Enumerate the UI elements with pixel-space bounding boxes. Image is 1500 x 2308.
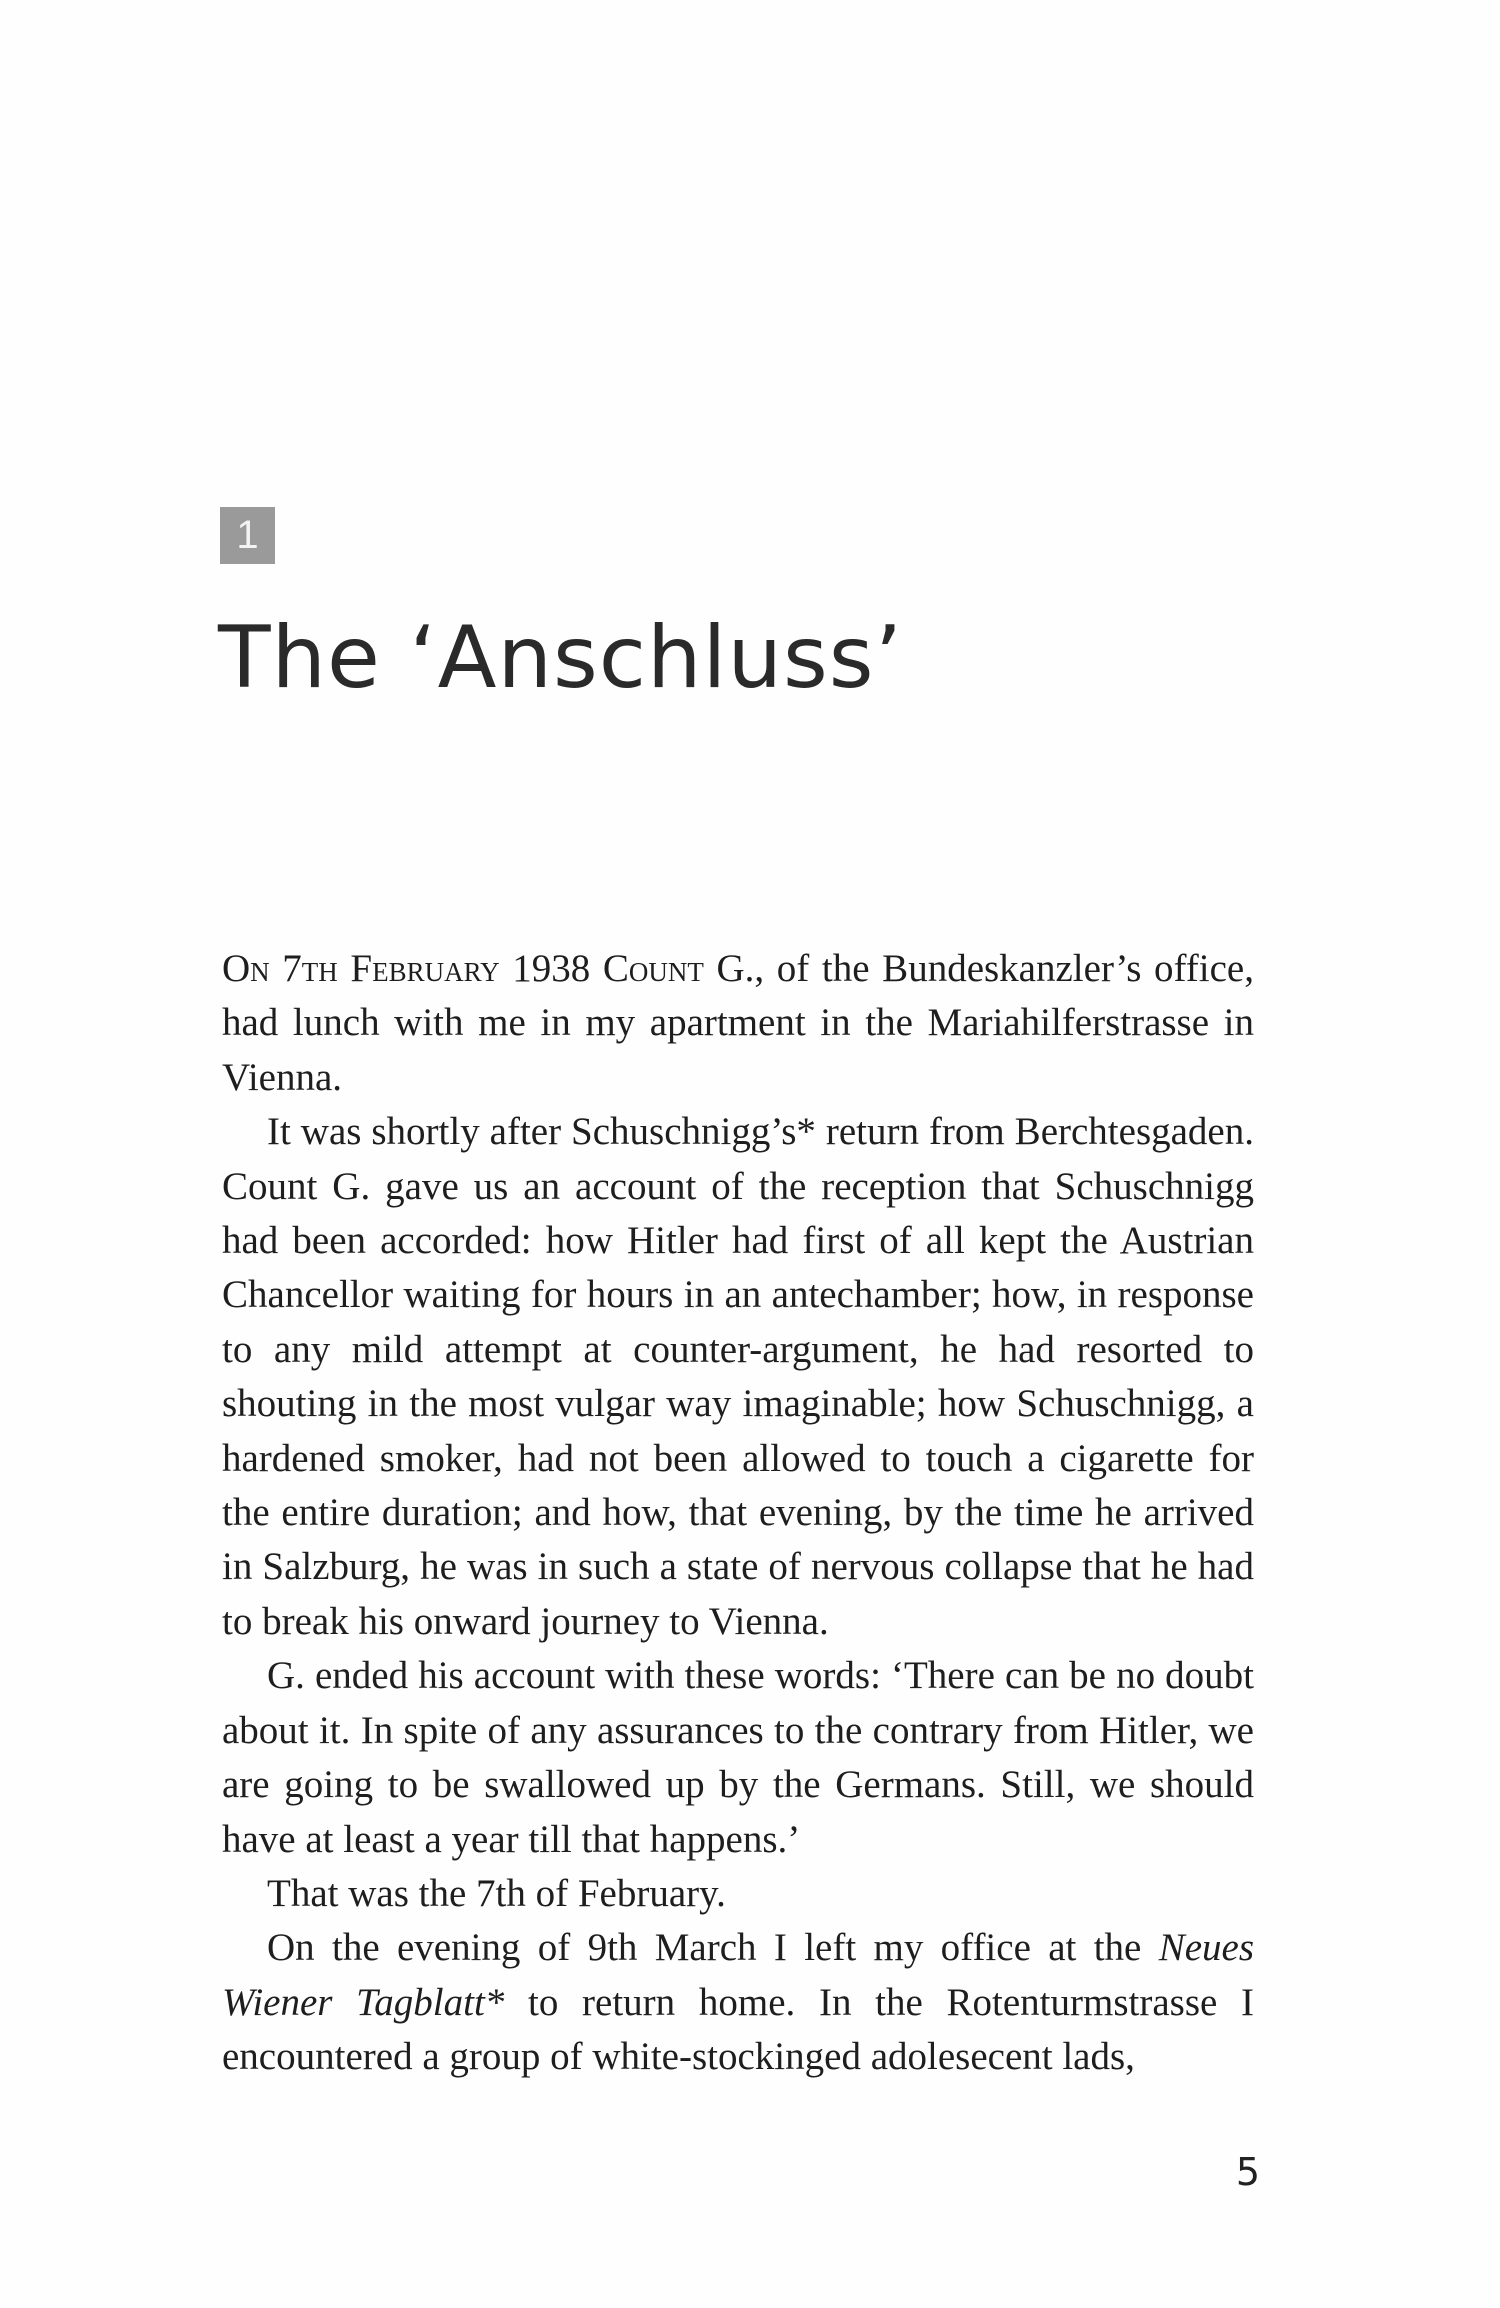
newspaper-title: Neues Wiener Tagblatt* (222, 1926, 1254, 2024)
paragraph-1 (222, 942, 1254, 1105)
chapter-title: The ‘Anschluss’ (218, 608, 903, 708)
paragraph-1-lead: On 7th February 1938 Count G. (222, 947, 755, 990)
paragraph-5-text-b: to return home. In the Rotenturmstrasse I encountered a group of white-stockinged adolesecent lads, (222, 1980, 1254, 2079)
paragraph-4: That was the 7th of February. (267, 1871, 726, 1915)
paragraph-2: It was shortly after Schuschnigg’s* return from Berchtesgaden. Count G. gave us an account of the reception that Schuschnigg had been accorded: how Hitler had first of all kept the Austrian Chancellor waiting for hours in an antechamber; how, in response to any mild attempt at counter-argument, he had resorted to shouting in the most vulgar way imaginable; how Schuschnigg, a hardened smoker, had not been allowed to touch a cigarette for the entire duration; and how, that evening, by the time he arrived in Salzburg, he was in such a state of nervous collapse that he had to break his onward journey to Vienna. (222, 1110, 1254, 1643)
page-number: 5 (1235, 2150, 1260, 2194)
paragraph-1-text: , of the Bundeskanzler’s office, had lunch with me in my apartment in the Mariahilferstrasse in Vienna. (222, 947, 1254, 1099)
body-text (222, 942, 1254, 2085)
chapter-number-badge: 1 (220, 507, 275, 564)
paragraph-5-text-a: On the evening of 9th March I left my office at the (267, 1926, 1159, 1970)
paragraph-5 (222, 1921, 1254, 2084)
paragraph-3: G. ended his account with these words: ‘There can be no doubt about it. In spite of any assurances to the contrary from Hitler, we are going to be swallowed up by the Germans. Still, we should have at least a year till that happens.’ (222, 1654, 1254, 1861)
